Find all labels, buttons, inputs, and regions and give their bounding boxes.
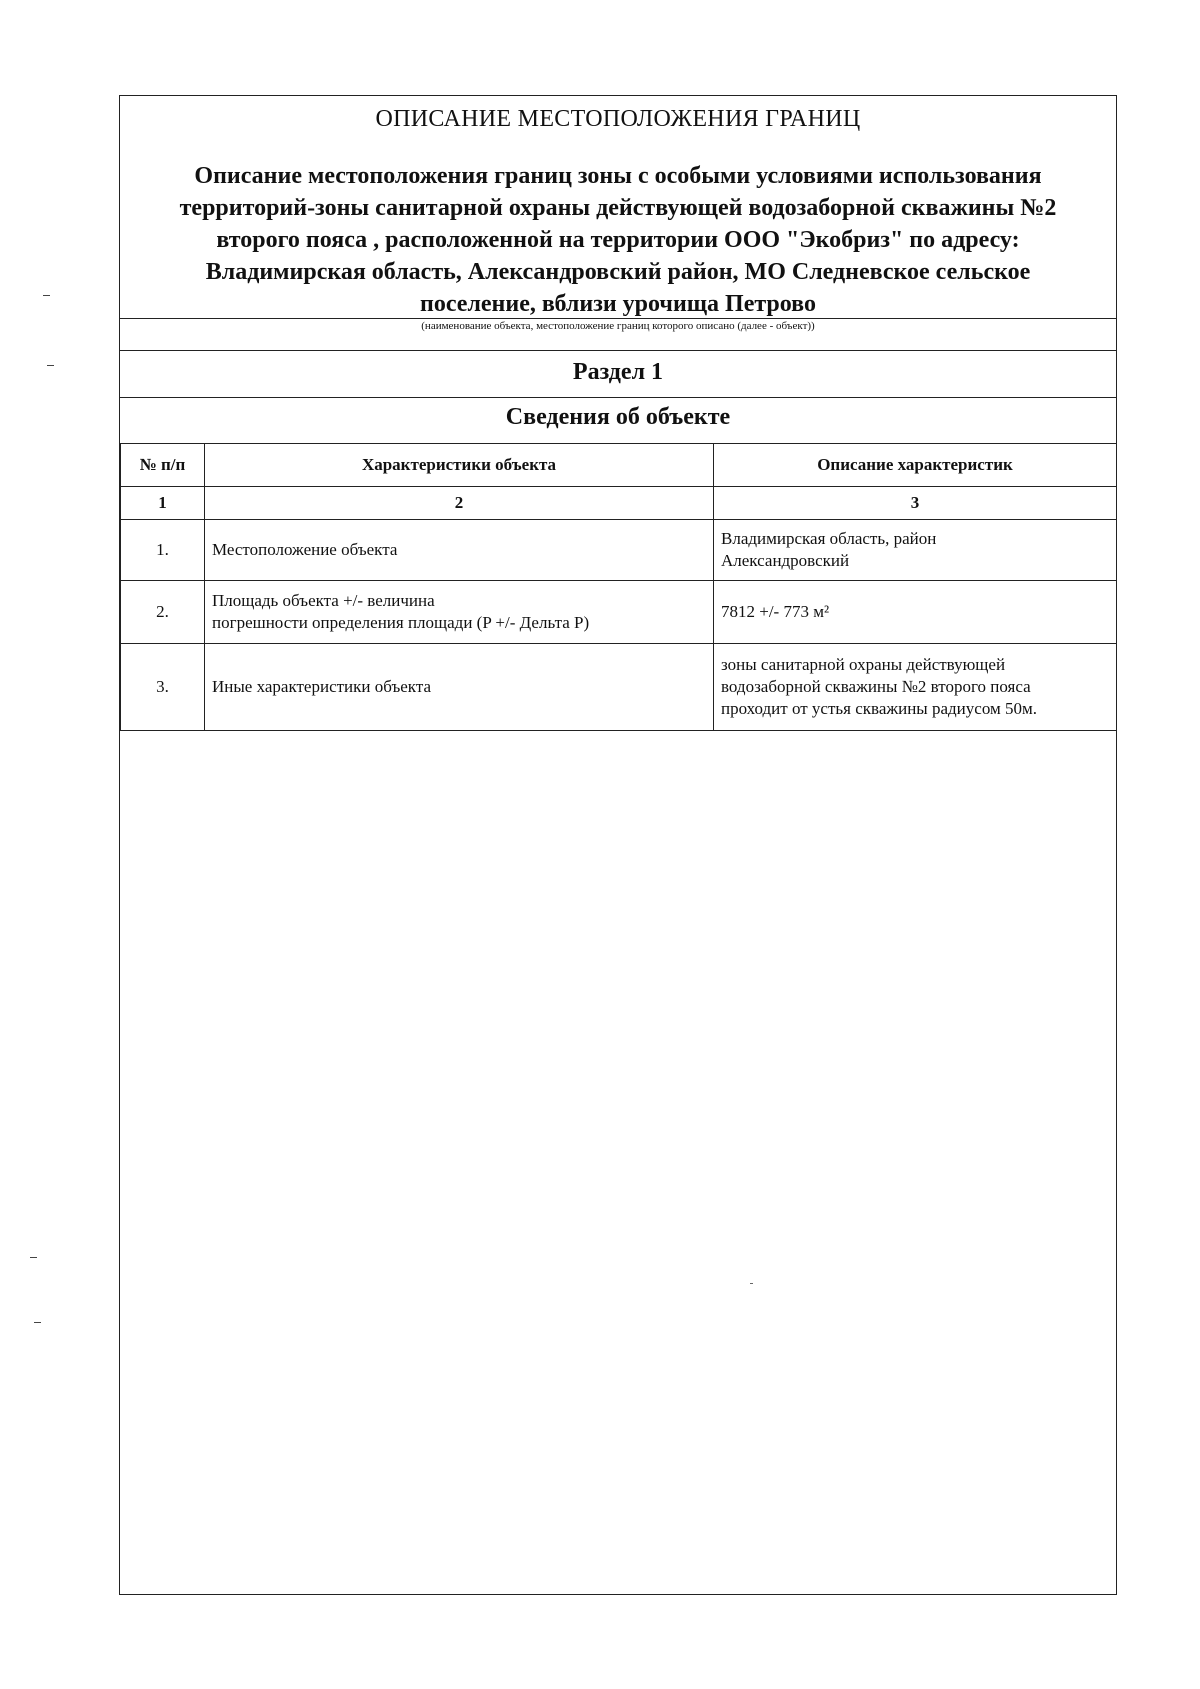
- section-title: Сведения об объекте: [505, 404, 731, 430]
- cell-line: Владимирская область, район: [721, 529, 937, 548]
- object-info-table: [120, 443, 1117, 731]
- row-description: [714, 644, 1117, 731]
- table-header-row: [121, 444, 1117, 487]
- margin-mark: [47, 365, 54, 366]
- cell-line: зоны санитарной охраны действующей: [721, 655, 1006, 674]
- cell-line: погрешности определения площади (P +/- Дельта P): [212, 613, 590, 632]
- cell-line: водозаборной скважины №2 второго пояса: [721, 677, 1031, 696]
- row-characteristic: [205, 520, 714, 581]
- margin-mark: [43, 295, 50, 296]
- section-number: Раздел 1: [572, 359, 664, 385]
- column-number: 1: [121, 487, 205, 520]
- row-description: [714, 520, 1117, 581]
- row-characteristic: [205, 644, 714, 731]
- cell-line: Иные характеристики объекта: [212, 677, 432, 696]
- cell-line: Местоположение объекта: [212, 540, 398, 559]
- document-frame: [119, 95, 1117, 1595]
- subtitle-line: поселение, вблизи урочища Петрово: [420, 291, 816, 317]
- margin-mark: [30, 1257, 37, 1258]
- cell-line: Площадь объекта +/- величина: [212, 591, 435, 610]
- column-number-row: [121, 487, 1117, 520]
- header-description: Описание характеристик: [714, 444, 1117, 487]
- divider: [120, 350, 1116, 351]
- cell-line: 7812 +/- 773 м²: [721, 602, 830, 621]
- table-row: [121, 520, 1117, 581]
- subtitle-line: территорий-зоны санитарной охраны действующей водозаборной скважины №2: [179, 195, 1057, 221]
- row-number: 2.: [121, 581, 205, 644]
- subtitle-line: Владимирская область, Александровский район, МО Следневское сельское: [205, 259, 1031, 285]
- object-caption: (наименование объекта, местоположение границ которого описано (далее - объект)): [421, 320, 815, 332]
- subtitle-line: Описание местоположения границ зоны с особыми условиями использования: [194, 163, 1042, 189]
- subtitle-line: второго пояса , расположенной на территории ООО "Экобриз" по адресу:: [216, 227, 1020, 253]
- column-number: 2: [205, 487, 714, 520]
- divider: [120, 318, 1116, 319]
- divider: [120, 397, 1116, 398]
- table-row: [121, 644, 1117, 731]
- cell-line: Александровский: [721, 551, 850, 570]
- table-row: [121, 581, 1117, 644]
- row-number: 1.: [121, 520, 205, 581]
- row-description: [714, 581, 1117, 644]
- document-subtitle: [134, 160, 1102, 320]
- document-title: ОПИСАНИЕ МЕСТОПОЛОЖЕНИЯ ГРАНИЦ: [375, 106, 861, 132]
- row-characteristic: [205, 581, 714, 644]
- scan-dot: [750, 1283, 753, 1284]
- row-number: 3.: [121, 644, 205, 731]
- cell-line: проходит от устья скважины радиусом 50м.: [721, 699, 1038, 718]
- column-number: 3: [714, 487, 1117, 520]
- margin-mark: [34, 1322, 41, 1323]
- header-num: № п/п: [121, 444, 205, 487]
- header-characteristic: Характеристики объекта: [205, 444, 714, 487]
